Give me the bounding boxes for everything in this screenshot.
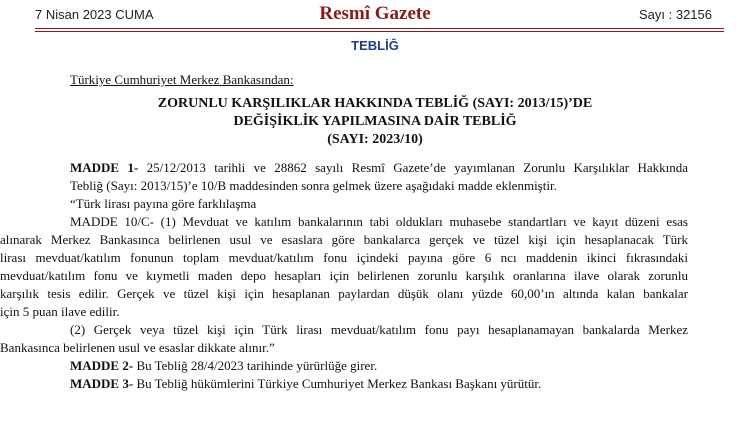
title-line: DEĞİŞİKLİK YAPILMASINA DAİR TEBLİĞ <box>233 114 517 129</box>
section-heading: TEBLİĞ <box>351 38 399 53</box>
article-1-line: Tebliğ (Sayı: 2013/15)’e 10/B maddesinden sonra gelmek üzere aşağıdaki madde eklenmiştir. <box>70 178 557 193</box>
issuer-line: Türkiye Cumhuriyet Merkez Bankasından: <box>70 72 294 87</box>
article-10c-line: alınarak Merkez Bankasınca belirlenen usul ve esaslara göre bankalarca gerçek ve tüzel kişi için hesaplanacak Türk <box>0 232 688 247</box>
title-line: (SAYI: 2023/10) <box>327 132 423 147</box>
paragraph-2-line: Bankasınca belirlenen usul ve esaslar dikkate alınır.” <box>0 340 275 355</box>
title-line: ZORUNLU KARŞILIKLAR HAKKINDA TEBLİĞ (SAYI: 2013/15)’DE <box>157 96 593 111</box>
article-1-label: MADDE 1- <box>70 160 139 175</box>
issue-number: Sayı : 32156 <box>639 7 712 22</box>
article-3-line <box>70 375 688 393</box>
issue-date: 7 Nisan 2023 CUMA <box>35 7 154 22</box>
article-1-text: 25/12/2013 tarihli ve 28862 sayılı Resmî Gazete’de yayımlanan Zorunlu Karşılıklar Hakkında <box>138 160 688 175</box>
article-2-text: Bu Tebliğ 28/4/2023 tarihinde yürürlüğe girer. <box>133 358 378 373</box>
article-1-line <box>70 159 688 177</box>
document-title <box>0 95 750 149</box>
article-2-line <box>70 357 688 375</box>
article-3-label: MADDE 3- <box>70 376 134 391</box>
paragraph-2-line: (2) Gerçek veya tüzel kişi için Türk lirası mevduat/katılım fonu payı hesaplanamayan bankalarda Merkez <box>70 322 688 337</box>
article-3-text: Bu Tebliğ hükümlerini Türkiye Cumhuriyet Merkez Bankası Başkanı yürütür. <box>133 376 542 391</box>
article-10c-line: MADDE 10/C- (1) Mevduat ve katılım bankalarının tabi oldukları muhasebe standartları ve kayıt düzeni esas <box>70 214 688 229</box>
header-rule <box>35 31 724 32</box>
gazette-title: Resmî Gazete <box>319 3 431 24</box>
article-10c-line: mevduat/katılım fonu ve kıymetli maden depo hesapları için belirlenen zorunlu karşılık oranlarına ilave olarak zorunlu <box>0 268 688 283</box>
header-rule <box>35 28 724 29</box>
article-heading: “Türk lirası payına göre farklılaşma <box>70 196 257 211</box>
article-2-label: MADDE 2- <box>70 358 134 373</box>
article-10c-line: lirası mevduat/katılım fonunun toplam mevduat/katılım fonu içindeki payına göre 6 ncı maddenin ikinci fıkrasındaki <box>0 250 688 265</box>
document-body <box>0 159 688 393</box>
gazette-header <box>0 0 750 30</box>
article-10c-line: için 5 puan ilave edilir. <box>0 304 120 319</box>
article-10c-line: karşılık tesis edilir. Gerçek ve tüzel kişi için hesaplanan paylardan düşük olanı yüzde 60,00’ın altında kalan bankalar <box>0 286 688 301</box>
